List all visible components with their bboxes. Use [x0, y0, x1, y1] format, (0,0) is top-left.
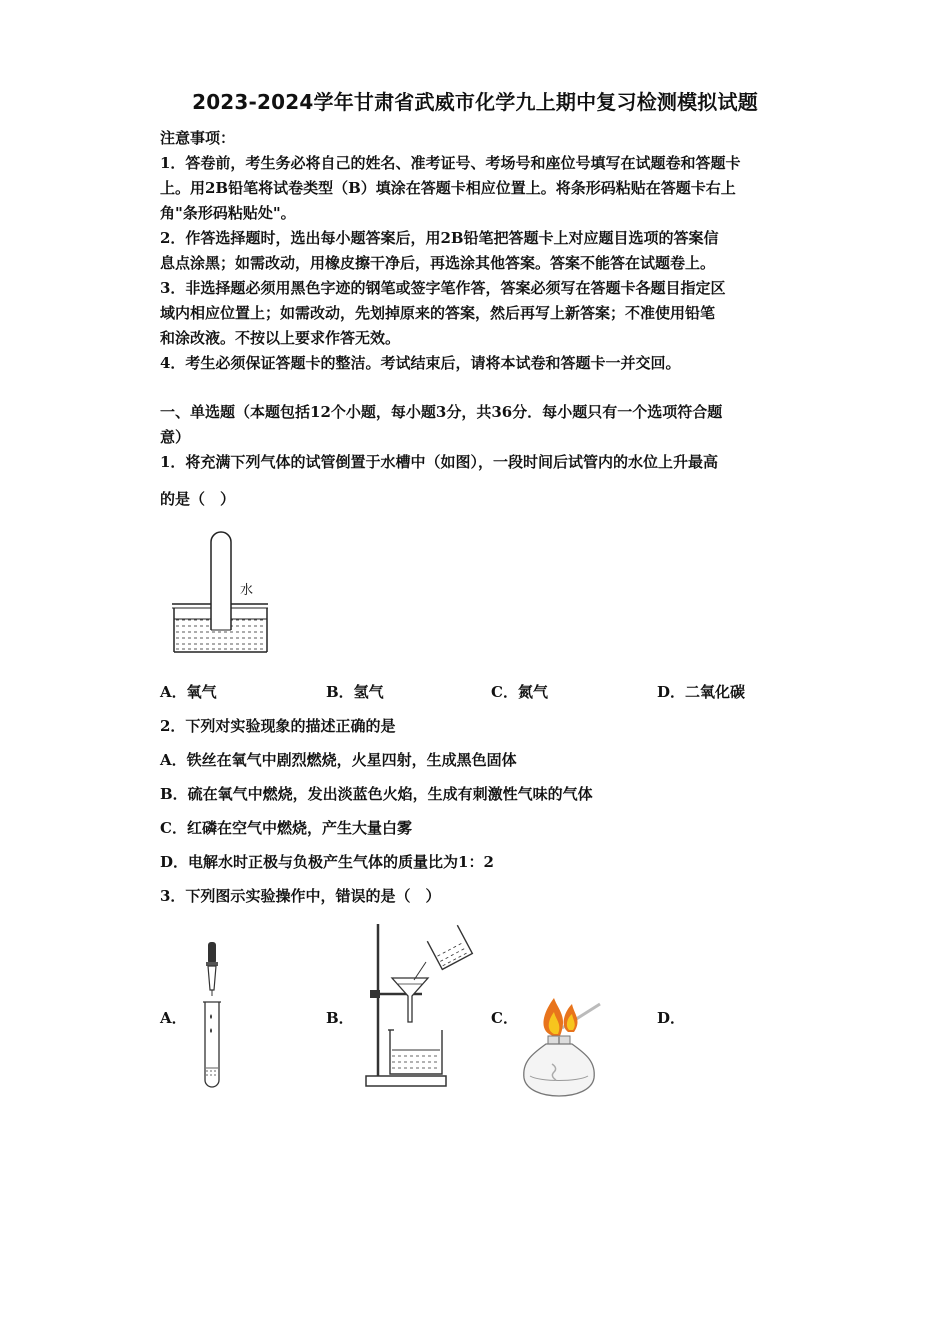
q3-option-b[interactable]: B．	[326, 1009, 354, 1027]
notice-line: 1．答卷前，考生务必将自己的姓名、准考证号、考场号和座位号填写在试题卷和答题卡	[160, 154, 741, 172]
q2-option-b[interactable]: B．硫在氧气中燃烧，发出淡蓝色火焰，生成有刺激性气味的气体	[160, 785, 593, 803]
notice-line: 息点涂黑；如需改动，用橡皮擦干净后，再选涂其他答案。答案不能答在试题卷上。	[160, 254, 716, 272]
q3-figure-b-filtration	[362, 920, 477, 1092]
q1-stem: 1．将充满下列气体的试管倒置于水槽中（如图），一段时间后试管内的水位上升最高	[160, 453, 718, 471]
q3-option-c[interactable]: C．	[491, 1009, 518, 1027]
q3-option-d[interactable]: D．	[657, 1009, 686, 1027]
q1-option-a[interactable]: A．氧气	[160, 683, 217, 701]
q1-option-c[interactable]: C．氮气	[491, 683, 548, 701]
q2-option-c[interactable]: C．红磷在空气中燃烧，产生大量白雾	[160, 819, 412, 837]
q1-stem-cont: 的是（ ）	[160, 490, 236, 508]
q3-option-a[interactable]: A．	[160, 1009, 187, 1027]
q2-option-a[interactable]: A．铁丝在氧气中剧烈燃烧，火星四射，生成黑色固体	[160, 751, 517, 769]
q3-figure-a-dropper-test-tube	[196, 940, 232, 1092]
notice-heading: 注意事项：	[160, 129, 236, 147]
q1-option-b[interactable]: B．氢气	[326, 683, 384, 701]
notice-line: 2．作答选择题时，选出每小题答案后，用2B铅笔把答题卡上对应题目选项的答案信	[160, 229, 719, 247]
notice-line: 和涂改液。不按以上要求作答无效。	[160, 329, 401, 347]
q1-option-d[interactable]: D．二氧化碳	[657, 683, 746, 701]
q1-figure-test-tube-in-trough	[170, 528, 280, 658]
notice-line: 角"条形码粘贴处"。	[160, 204, 296, 222]
notice-line: 域内相应位置上；如需改动，先划掉原来的答案，然后再写上新答案；不准使用铅笔	[160, 304, 716, 322]
notice-line: 4．考生必须保证答题卡的整洁。考试结束后，请将本试卷和答题卡一并交回。	[160, 354, 681, 372]
q2-option-d[interactable]: D．电解水时正极与负极产生气体的质量比为1：2	[160, 853, 494, 871]
section-heading: 一、单选题（本题包括12个小题，每小题3分，共36分．每小题只有一个选项符合题	[160, 403, 723, 421]
q3-figure-c-alcohol-lamp	[516, 992, 606, 1102]
notice-line: 上。用2B铅笔将试卷类型（B）填涂在答题卡相应位置上。将条形码粘贴在答题卡右上	[160, 179, 736, 197]
notice-line: 3．非选择题必须用黑色字迹的钢笔或签字笔作答，答案必须写在答题卡各题目指定区	[160, 279, 726, 297]
section-heading-cont: 意）	[160, 428, 191, 446]
page-title: 2023-2024学年甘肃省武威市化学九上期中复习检测模拟试题	[192, 90, 758, 114]
q3-stem: 3．下列图示实验操作中，错误的是（ ）	[160, 887, 441, 905]
q2-stem: 2．下列对实验现象的描述正确的是	[160, 717, 396, 735]
q1-figure-label: 水	[240, 583, 254, 598]
